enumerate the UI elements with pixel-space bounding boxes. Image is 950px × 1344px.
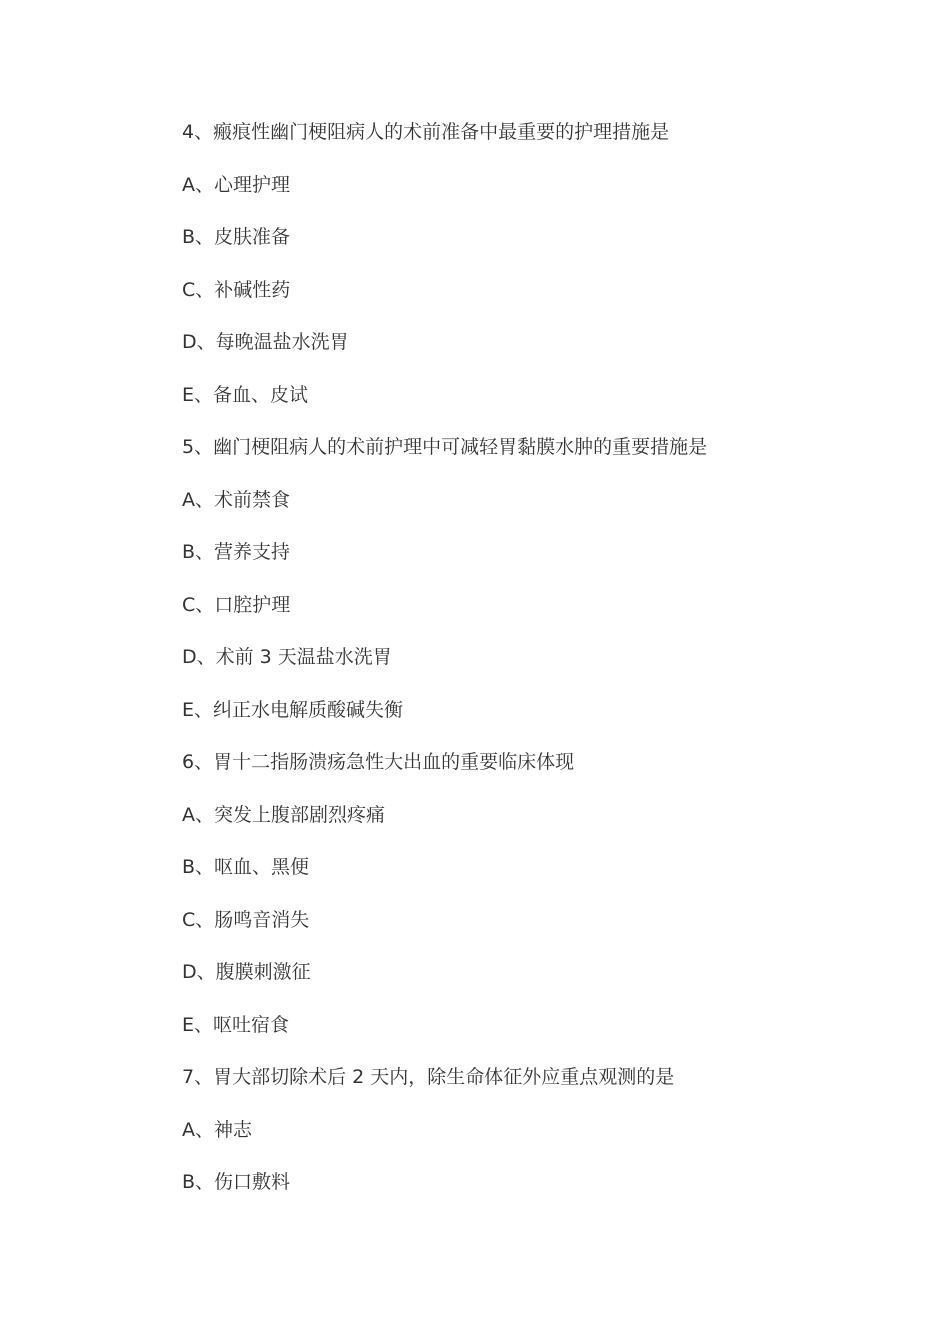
question-6-option-b: B、呕血、黑便 (182, 856, 310, 878)
question-6-option-c: C、肠鸣音消失 (182, 908, 310, 931)
question-4-option-a: A、心理护理 (182, 173, 290, 196)
question-4-option-b: B、皮肤准备 (182, 226, 291, 248)
question-7-option-a: A、神志 (182, 1118, 252, 1141)
question-6-stem: 6、胃十二指肠溃疡急性大出血的重要临床体现 (182, 751, 575, 773)
question-4-option-d: D、每晚温盐水洗胃 (182, 331, 349, 353)
question-5-option-d: D、术前 3 天温盐水洗胃 (182, 646, 392, 668)
question-5-option-e: E、纠正水电解质酸碱失衡 (182, 698, 404, 721)
question-6-option-d: D、腹膜刺激征 (182, 961, 311, 983)
question-5-option-c: C、口腔护理 (182, 593, 291, 616)
question-5-stem: 5、幽门梗阻病人的术前护理中可减轻胃黏膜水肿的重要措施是 (182, 436, 708, 458)
document-page (182, 114, 882, 1217)
question-7-option-b: B、伤口敷料 (182, 1171, 291, 1193)
question-7-stem: 7、胃大部切除术后 2 天内，除生命体征外应重点观测的是 (182, 1066, 675, 1088)
question-6-option-a: A、突发上腹部剧烈疼痛 (182, 803, 385, 826)
question-5-option-b: B、营养支持 (182, 541, 291, 563)
question-6-option-e: E、呕吐宿食 (182, 1013, 290, 1036)
question-4-stem: 4、瘢痕性幽门梗阻病人的术前准备中最重要的护理措施是 (182, 121, 670, 143)
question-4-option-e: E、备血、皮试 (182, 383, 309, 406)
question-5-option-a: A、术前禁食 (182, 488, 290, 511)
question-4-option-c: C、补碱性药 (182, 278, 291, 301)
